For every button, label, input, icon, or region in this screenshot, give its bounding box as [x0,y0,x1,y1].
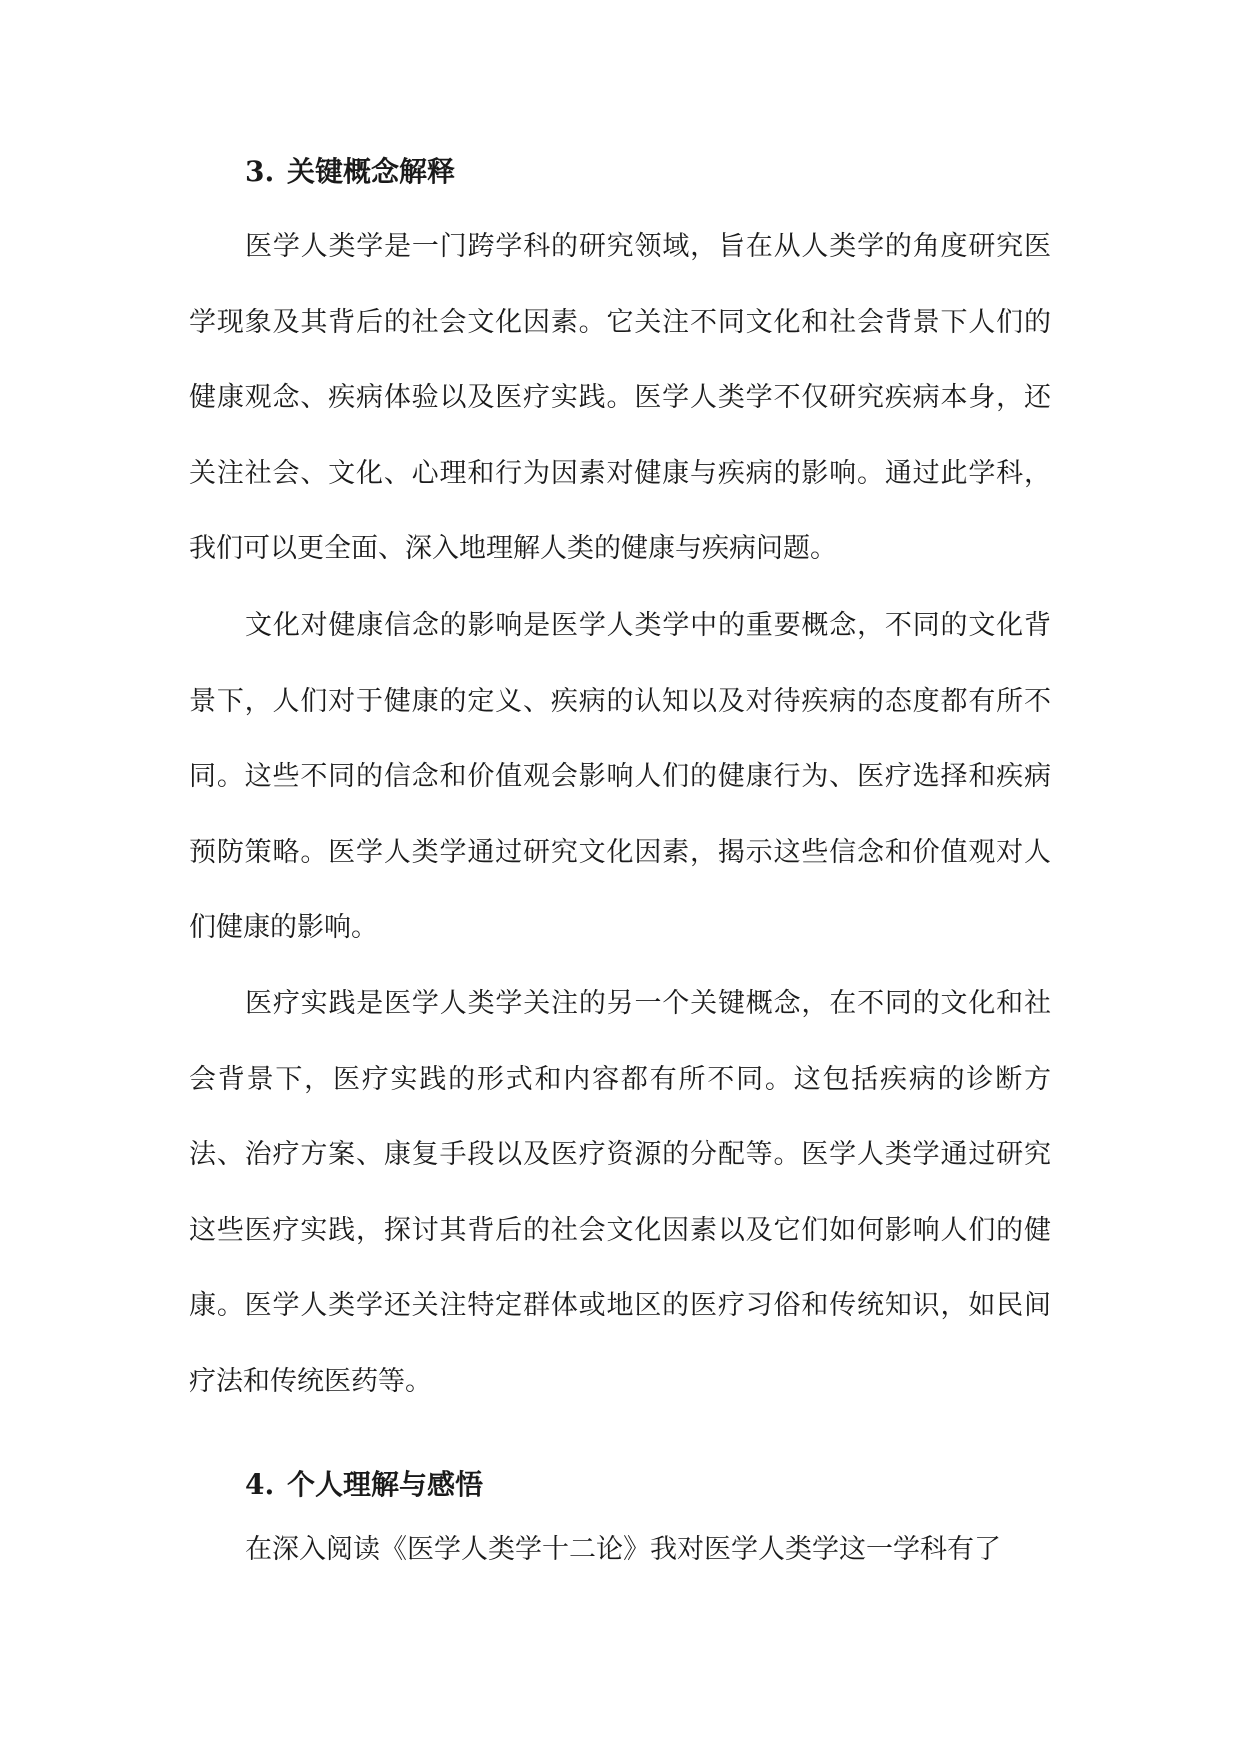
section-title: 关键概念解释 [287,155,456,188]
paragraph-culture-health-beliefs: 文化对健康信念的影响是医学人类学中的重要概念，不同的文化背景下，人们对于健康的定义、疾病的认知以及对待疾病的态度都有所不同。这些不同的信念和价值观会影响人们的健康行为、医疗选择和疾病预防策略。医学人类学通过研究文化因素，揭示这些信念和价值观对人们健康的影响。 [189,610,1051,943]
section-heading-4 [245,1465,483,1505]
section-title: 个人理解与感悟 [287,1468,484,1501]
section-heading-3 [245,152,455,192]
section-number: 4. [245,1468,275,1501]
paragraph-personal-understanding: 在深入阅读《医学人类学十二论》我对医学人类学这一学科有了 [245,1534,1001,1565]
paragraph-medical-anthropology-definition: 医学人类学是一门跨学科的研究领域，旨在从人类学的角度研究医学现象及其背后的社会文化因素。它关注不同文化和社会背景下人们的健康观念、疾病体验以及医疗实践。医学人类学不仅研究疾病本身，还关注社会、文化、心理和行为因素对健康与疾病的影响。通过此学科，我们可以更全面、深入地理解人类的健康与疾病问题。 [189,231,1051,564]
section-number: 3. [245,155,275,188]
paragraph-medical-practice: 医疗实践是医学人类学关注的另一个关键概念，在不同的文化和社会背景下，医疗实践的形式和内容都有所不同。这包括疾病的诊断方法、治疗方案、康复手段以及医疗资源的分配等。医学人类学通过研究这些医疗实践，探讨其背后的社会文化因素以及它们如何影响人们的健康。医学人类学还关注特定群体或地区的医疗习俗和传统知识，如民间疗法和传统医药等。 [189,988,1051,1397]
